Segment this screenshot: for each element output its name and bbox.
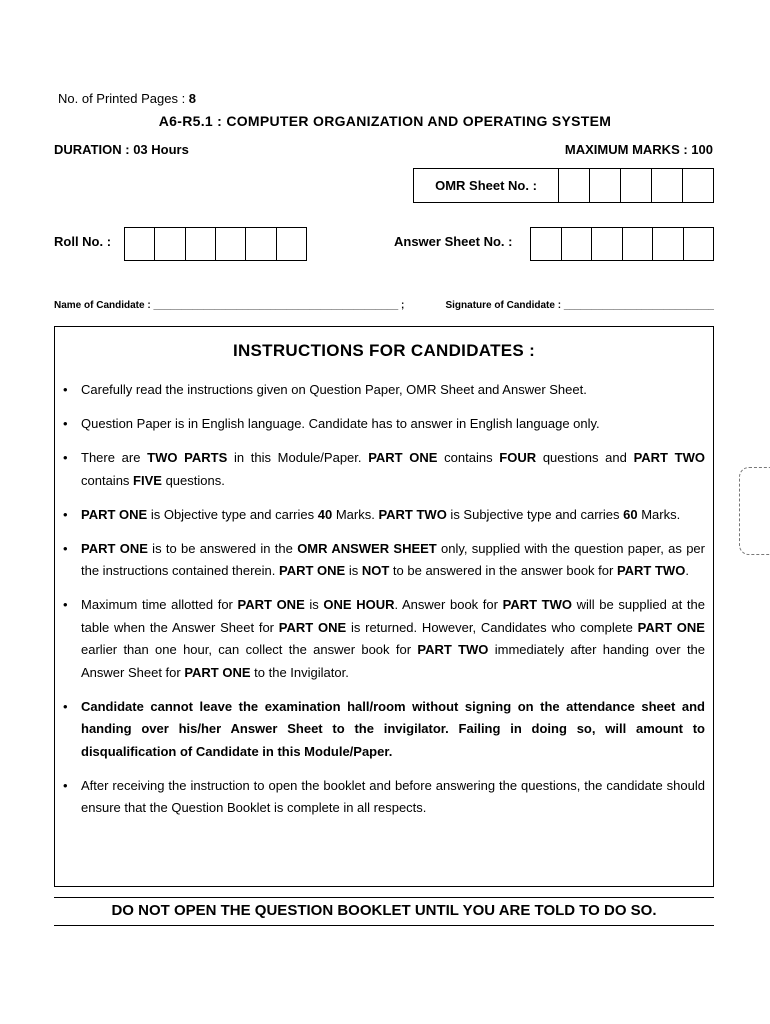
- roll-digit-box[interactable]: [216, 228, 246, 260]
- instructions-box: [54, 326, 714, 887]
- answer-sheet-number-label: Answer Sheet No. :: [394, 234, 513, 249]
- instruction-text: is returned. However, Candidates who complete: [346, 619, 638, 635]
- instruction-text: There are: [81, 450, 148, 465]
- omr-sheet-label: OMR Sheet No. :: [414, 169, 559, 202]
- instruction-bold-text: PART TWO: [378, 506, 447, 522]
- omr-digit-box[interactable]: [621, 169, 652, 202]
- maximum-marks: MAXIMUM MARKS : 100: [564, 142, 713, 157]
- instruction-text: in this Module/Paper.: [227, 450, 369, 465]
- instruction-text: contains: [437, 450, 500, 465]
- instruction-bold-text: PART TWO: [633, 450, 705, 465]
- instruction-item: [63, 504, 705, 527]
- bullet-icon: •: [63, 382, 68, 397]
- instruction-bold-text: 40: [317, 506, 333, 522]
- omr-digit-box[interactable]: [683, 169, 713, 202]
- instruction-bold-text: TWO PARTS: [147, 450, 228, 465]
- instruction-bold-text: 60: [623, 506, 638, 522]
- instructions-heading: INSTRUCTIONS FOR CANDIDATES :: [232, 341, 536, 360]
- answer-sheet-number-field: [530, 227, 714, 261]
- instruction-text: contains: [81, 472, 134, 488]
- roll-digit-box[interactable]: [125, 228, 155, 260]
- instruction-bold-text: PART TWO: [502, 597, 572, 612]
- printed-pages-value: 8: [188, 91, 197, 106]
- instruction-text: Question Paper is in English language. Candidate has to answer in English language only.: [81, 416, 600, 431]
- instruction-bold-text: PART ONE: [278, 619, 347, 635]
- instruction-item: [63, 696, 705, 764]
- instruction-bold-text: PART ONE: [368, 450, 438, 465]
- instruction-bold-text: PART ONE: [279, 563, 346, 578]
- instruction-bold-text: PART TWO: [417, 642, 489, 657]
- omr-digit-box[interactable]: [559, 169, 590, 202]
- instruction-text: is to be answered in the: [147, 540, 298, 556]
- instruction-bold-text: PART ONE: [81, 506, 148, 522]
- instruction-text: is: [304, 597, 324, 612]
- answer-digit-box[interactable]: [562, 228, 593, 260]
- duration: DURATION : 03 Hours: [54, 142, 189, 157]
- instruction-bold-text: ONE HOUR: [323, 597, 395, 612]
- instruction-bold-text: FIVE: [133, 472, 162, 488]
- instructions-list: [63, 379, 705, 831]
- instruction-text: questions and: [536, 450, 634, 465]
- roll-digit-box[interactable]: [277, 228, 306, 260]
- instruction-bold-text: PART ONE: [81, 540, 148, 556]
- instruction-text: will be supplied at the table when the Answer Sheet for: [81, 597, 705, 635]
- roll-number-label: Roll No. :: [54, 234, 112, 249]
- bullet-icon: •: [63, 506, 68, 522]
- instruction-text: . Answer book for: [394, 597, 503, 612]
- omr-digit-box[interactable]: [590, 169, 621, 202]
- roll-number-field: [124, 227, 307, 261]
- instruction-text: only, supplied with the question paper, as per the instructions contained therein.: [81, 540, 705, 578]
- instruction-text: Carefully read the instructions given on Question Paper, OMR Sheet and Answer Sheet.: [81, 382, 587, 397]
- answer-digit-box[interactable]: [531, 228, 562, 260]
- omr-digit-box[interactable]: [652, 169, 683, 202]
- candidate-signature-field[interactable]: Signature of Candidate : ___________________________: [445, 300, 714, 311]
- instruction-text: earlier than one hour, can collect the answer book for: [81, 642, 418, 657]
- instruction-item: [63, 447, 705, 492]
- answer-digit-box[interactable]: [623, 228, 654, 260]
- bullet-icon: •: [63, 416, 68, 431]
- page-edge-tab: [739, 467, 770, 555]
- instruction-item: [63, 538, 705, 583]
- footer-top-rule: [54, 897, 714, 898]
- roll-digit-box[interactable]: [186, 228, 216, 260]
- instruction-text: is: [345, 563, 362, 578]
- instruction-text: to be answered in the answer book for: [389, 563, 617, 578]
- instruction-bold-text: Candidate cannot leave the examination hall/room without signing on the attendance sheet and handing over his/her Answer Sheet to the invigilator. Failing in doing so, will amount to disqualification of Candidate in this Module/Paper.: [81, 698, 705, 759]
- instruction-text: immediately after handing over the Answer Sheet for: [81, 642, 706, 680]
- instruction-text: After receiving the instruction to open the booklet and before answering the questions, the candidate should ensure that the Question Booklet is complete in all respects.: [81, 777, 705, 815]
- instruction-text: Maximum time allotted for: [81, 597, 238, 612]
- printed-pages-label: No. of Printed Pages :: [58, 91, 189, 106]
- instruction-text: to the Invigilator.: [250, 664, 349, 680]
- bullet-icon: •: [63, 450, 68, 465]
- candidate-details-line: [54, 300, 714, 311]
- instruction-bold-text: FOUR: [499, 450, 537, 465]
- paper-title: A6-R5.1 : COMPUTER ORGANIZATION AND OPERATING SYSTEM: [158, 113, 612, 129]
- instruction-bold-text: NOT: [361, 563, 390, 578]
- printed-pages: [58, 91, 196, 106]
- candidate-name-field[interactable]: Name of Candidate : ____________________________________________ ;: [54, 300, 405, 311]
- instruction-text: .: [685, 563, 689, 578]
- omr-sheet-number-field: [413, 168, 714, 203]
- roll-digit-box[interactable]: [155, 228, 185, 260]
- roll-digit-box[interactable]: [246, 228, 276, 260]
- instruction-item: [63, 379, 705, 402]
- bullet-icon: •: [63, 698, 68, 714]
- instruction-text: Marks.: [332, 506, 379, 522]
- instruction-item: [63, 413, 705, 436]
- instruction-bold-text: PART ONE: [237, 597, 305, 612]
- instruction-text: is Subjective type and carries: [446, 506, 624, 522]
- instruction-text: questions.: [161, 472, 225, 488]
- bullet-icon: •: [63, 540, 68, 556]
- footer-bottom-rule: [54, 925, 714, 926]
- instruction-text: Marks.: [637, 506, 681, 522]
- instruction-bold-text: PART TWO: [616, 563, 686, 578]
- instruction-bold-text: OMR ANSWER SHEET: [297, 540, 437, 556]
- bullet-icon: •: [63, 597, 68, 612]
- instruction-item: [63, 594, 705, 684]
- answer-digit-box[interactable]: [592, 228, 623, 260]
- instruction-text: is Objective type and carries: [147, 506, 318, 522]
- footer-warning: DO NOT OPEN THE QUESTION BOOKLET UNTIL YOU ARE TOLD TO DO SO.: [111, 902, 657, 919]
- instruction-item: [63, 775, 705, 820]
- answer-digit-box[interactable]: [684, 228, 714, 260]
- instruction-bold-text: PART ONE: [637, 619, 705, 635]
- bullet-icon: •: [63, 777, 68, 793]
- instruction-bold-text: PART ONE: [184, 664, 251, 680]
- answer-digit-box[interactable]: [653, 228, 684, 260]
